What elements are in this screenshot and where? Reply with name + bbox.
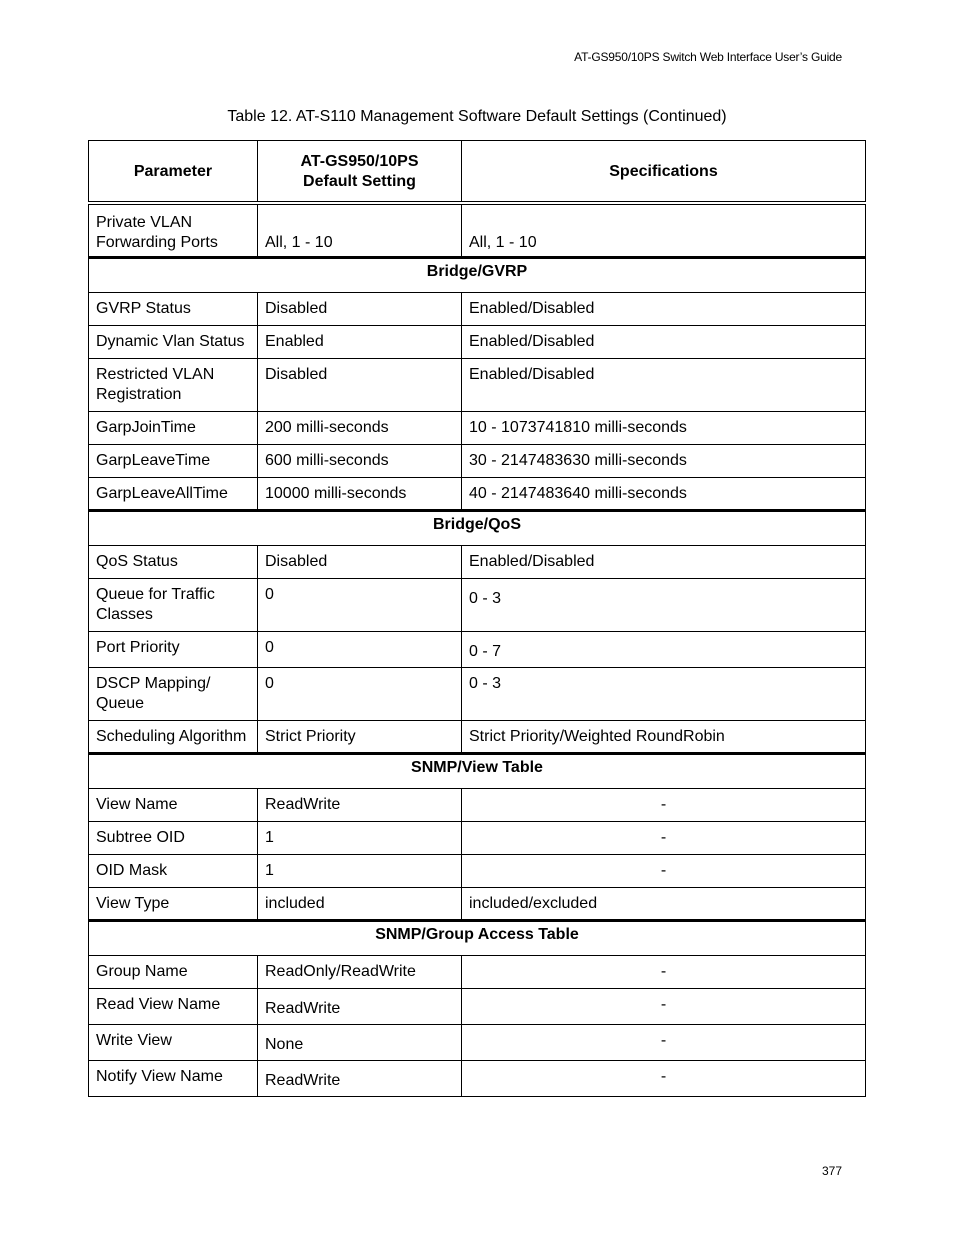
- section-header-row: [89, 753, 866, 788]
- parameter-cell: Restricted VLAN Registration: [89, 358, 258, 411]
- specification-cell: 0 - 3: [462, 667, 866, 720]
- default-setting-cell: 1: [258, 821, 462, 854]
- table-header-row: [89, 141, 866, 204]
- parameter-cell: Dynamic Vlan Status: [89, 325, 258, 358]
- parameter-cell: Port Priority: [89, 631, 258, 667]
- specification-cell: Enabled/Disabled: [462, 545, 866, 578]
- parameter-cell: OID Mask: [89, 854, 258, 887]
- specification-cell: -: [462, 854, 866, 887]
- default-setting-cell: Strict Priority: [258, 720, 462, 753]
- section-title: SNMP/Group Access Table: [89, 920, 866, 955]
- parameter-cell: Notify View Name: [89, 1060, 258, 1096]
- default-setting-cell: 600 milli-seconds: [258, 444, 462, 477]
- specification-cell: -: [462, 788, 866, 821]
- table-row: [89, 444, 866, 477]
- parameter-cell: DSCP Mapping/ Queue: [89, 667, 258, 720]
- default-setting-cell: Enabled: [258, 325, 462, 358]
- default-settings-table: [88, 140, 866, 1097]
- parameter-cell: QoS Status: [89, 545, 258, 578]
- table-row: [89, 477, 866, 510]
- default-setting-cell: ReadWrite: [258, 788, 462, 821]
- specification-cell: included/excluded: [462, 887, 866, 920]
- running-header: AT-GS950/10PS Switch Web Interface User’s Guide: [574, 50, 842, 64]
- table-row: [89, 292, 866, 325]
- table-row: [89, 325, 866, 358]
- table-row: [89, 411, 866, 444]
- header-parameter: Parameter: [89, 141, 258, 204]
- parameter-cell: Subtree OID: [89, 821, 258, 854]
- page-number: 377: [821, 1164, 842, 1178]
- default-setting-cell: None: [258, 1024, 462, 1060]
- parameter-cell: GarpLeaveAllTime: [89, 477, 258, 510]
- specification-cell: 0 - 7: [462, 631, 866, 667]
- specification-cell: Strict Priority/Weighted RoundRobin: [462, 720, 866, 753]
- table-row: [89, 545, 866, 578]
- specification-cell: 0 - 3: [462, 578, 866, 631]
- default-setting-cell: ReadWrite: [258, 1060, 462, 1096]
- default-setting-cell: ReadOnly/ReadWrite: [258, 955, 462, 988]
- default-setting-cell: 200 milli-seconds: [258, 411, 462, 444]
- default-setting-cell: All, 1 - 10: [258, 203, 462, 257]
- section-title: Bridge/GVRP: [89, 257, 866, 292]
- table-row: [89, 821, 866, 854]
- specification-cell: -: [462, 1024, 866, 1060]
- default-setting-cell: included: [258, 887, 462, 920]
- table-row: [89, 854, 866, 887]
- specification-cell: Enabled/Disabled: [462, 325, 866, 358]
- specification-cell: All, 1 - 10: [462, 203, 866, 257]
- table-row: [89, 788, 866, 821]
- specification-cell: 40 - 2147483640 milli-seconds: [462, 477, 866, 510]
- table-row: [89, 988, 866, 1024]
- table-row: [89, 887, 866, 920]
- parameter-cell: View Name: [89, 788, 258, 821]
- table-caption: Table 12. AT-S110 Management Software Default Settings (Continued): [227, 108, 727, 125]
- section-header-row: [89, 510, 866, 545]
- table-row: [89, 203, 866, 257]
- table-row: [89, 667, 866, 720]
- section-title: Bridge/QoS: [89, 510, 866, 545]
- table-row: [89, 631, 866, 667]
- parameter-cell: Group Name: [89, 955, 258, 988]
- parameter-cell: Queue for Traffic Classes: [89, 578, 258, 631]
- section-title: SNMP/View Table: [89, 753, 866, 788]
- table-row: [89, 1060, 866, 1096]
- parameter-cell: Write View: [89, 1024, 258, 1060]
- table-row: [89, 720, 866, 753]
- default-setting-cell: 0: [258, 631, 462, 667]
- parameter-cell: Private VLAN Forwarding Ports: [89, 203, 258, 257]
- section-header-row: [89, 257, 866, 292]
- specification-cell: -: [462, 988, 866, 1024]
- default-setting-cell: 10000 milli-seconds: [258, 477, 462, 510]
- default-setting-cell: 0: [258, 667, 462, 720]
- header-default-setting: AT-GS950/10PS Default Setting: [258, 141, 462, 204]
- specification-cell: -: [462, 955, 866, 988]
- default-setting-cell: 1: [258, 854, 462, 887]
- parameter-cell: GVRP Status: [89, 292, 258, 325]
- specification-cell: 10 - 1073741810 milli-seconds: [462, 411, 866, 444]
- specification-cell: Enabled/Disabled: [462, 358, 866, 411]
- parameter-cell: View Type: [89, 887, 258, 920]
- parameter-cell: Scheduling Algorithm: [89, 720, 258, 753]
- default-setting-cell: 0: [258, 578, 462, 631]
- table-body: [89, 203, 866, 1096]
- table-row: [89, 358, 866, 411]
- section-header-row: [89, 920, 866, 955]
- parameter-cell: GarpLeaveTime: [89, 444, 258, 477]
- specification-cell: Enabled/Disabled: [462, 292, 866, 325]
- specification-cell: -: [462, 821, 866, 854]
- default-setting-cell: ReadWrite: [258, 988, 462, 1024]
- default-setting-cell: Disabled: [258, 545, 462, 578]
- specification-cell: -: [462, 1060, 866, 1096]
- table-row: [89, 1024, 866, 1060]
- table-row: [89, 578, 866, 631]
- parameter-cell: GarpJoinTime: [89, 411, 258, 444]
- header-specifications: Specifications: [462, 141, 866, 204]
- table-row: [89, 955, 866, 988]
- specification-cell: 30 - 2147483630 milli-seconds: [462, 444, 866, 477]
- default-setting-cell: Disabled: [258, 358, 462, 411]
- default-setting-cell: Disabled: [258, 292, 462, 325]
- parameter-cell: Read View Name: [89, 988, 258, 1024]
